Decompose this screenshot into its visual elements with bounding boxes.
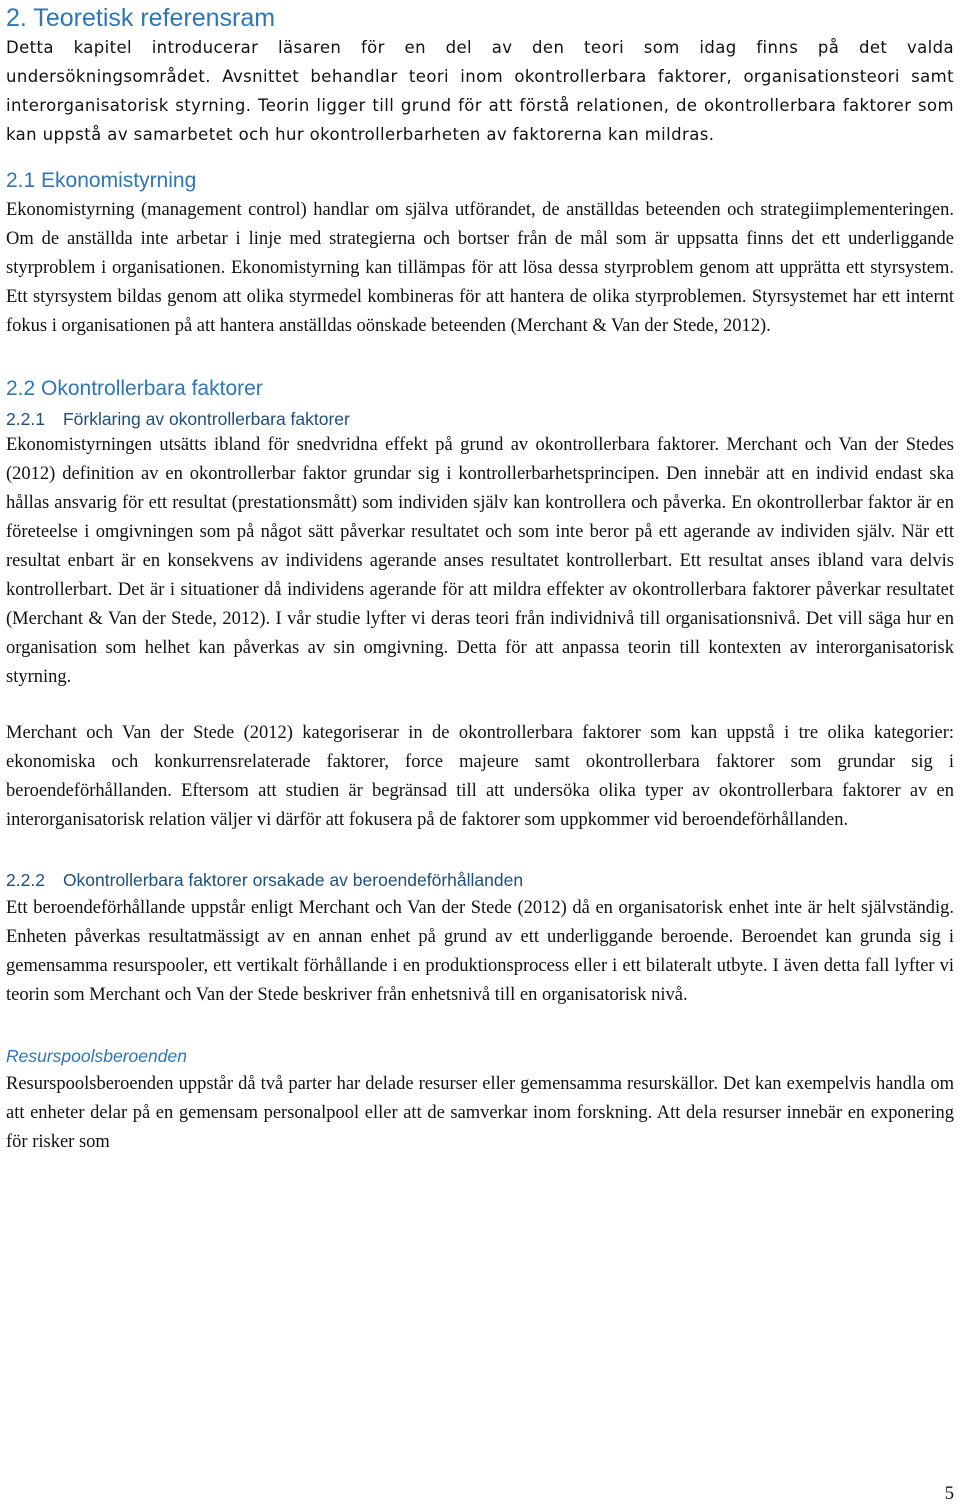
section-2-2-1-paragraph-2: Merchant och Van der Stede (2012) kategoriserar in de okontrollerbara faktorer som kan uppstå i tre olika kategorier: ekonomiska och konkurrensrelaterade faktorer, force majeure samt okontrollerbara faktorer som grundar sig i beroendeförhållanden. Eftersom att studien är begränsad till att undersöka olika typer av okontrollerbara faktorer av en interorganisatorisk relation väljer vi därför att fokusera på de faktorer som uppkommer vid beroendeförhållanden. [6, 723, 954, 830]
resurspool-heading: Resurspoolsberoenden [6, 1046, 187, 1066]
section-2-1-paragraph: Ekonomistyrning (management control) handlar om själva utförandet, de anställdas beteenden och strategiimplementeringen. Om de anställda inte arbetar i linje med strategierna och bortser från de mål som är uppsatta finns det ett underliggande styrproblem i organisationen. Ekonomistyrning kan tillämpas för att lösa dessa styrproblem genom att upprätta ett styrsystem. Ett styrsystem bildas genom att olika styrmedel kombineras för att hantera de olika styrproblemen. Styrsystemet har ett internt fokus i organisationen på att hantera anställdas oönskade beteenden (Merchant & Van der Stede, 2012). [6, 200, 954, 336]
section-2-2-heading: 2.2 Okontrollerbara faktorer [6, 377, 263, 400]
section-2-2-2-title: Okontrollerbara faktorer orsakade av beroendeförhållanden [62, 870, 524, 890]
chapter-heading [6, 3, 954, 33]
section-2-2-1-number: 2.2.1 [6, 409, 45, 429]
resurspool-paragraph: Resurspoolsberoenden uppstår då två parter har delade resurser eller gemensamma resurskällor. Det kan exempelvis handla om att enheter delar på en gemensam personalpool eller att de samverkar inom forskning. Att dela resurser innebär en exponering för risker som [6, 1074, 954, 1152]
section-2-2-1-paragraph-1: Ekonomistyrningen utsätts ibland för snedvridna effekt på grund av okontrollerbara faktorer. Merchant och Van der Stedes (2012) definition av en okontrollerbar faktor grundar sig i kontrollerbarhetsprincipen. Den innebär att en individ endast ska hållas ansvarig för ett resultat (prestationsmått) som individen själv kan kontrollera och påverka. En okontrollerbar faktor är en företeelse i omgivningen som på något sätt påverkar resultatet och som inte beror på ett agerande av individen själv. När ett resultat enbart är en konsekvens av individens agerande anses resultatet kontrollerbart. Ett resultat anses ibland vara delvis kontrollerbart. Det är i situationer då individens agerande för att mildra effekter av okontrollerbara faktorer påverkar resultatet (Merchant & Van der Stede, 2012). I vår studie lyfter vi deras teori från individnivå till organisationsnivå. Det vill säga hur en organisation som helhet kan påverkas av sin omgivning. Detta för att anpassa teorin till kontexten av interorganisatorisk styrning. [6, 435, 954, 687]
chapter-intro: Detta kapitel introducerar läsaren för en del av den teori som idag finns på det valda undersökningsområdet. Avsnittet behandlar teori inom okontrollerbara faktorer, organisationsteori samt interorganisatorisk styrning. Teorin ligger till grund för att förstå relationen, de okontrollerbara faktorer som kan uppstå av samarbetet och hur okontrollerbarheten av faktorerna kan mildras. [6, 38, 954, 144]
section-2-2-2-heading [6, 868, 954, 892]
chapter-title: Teoretisk referensram [33, 4, 276, 32]
document-page [6, 0, 954, 1157]
section-2-2-2-paragraph: Ett beroendeförhållande uppstår enligt Merchant och Van der Stede (2012) då en organisatorisk enhet inte är helt självständig. Enheten påverkas resultatmässigt av en annan enhet på grund av ett underliggande beroende. Beroendet kan grunda sig i gemensamma resurspooler, ett vertikalt förhållande i en produktionsprocess eller i ett bilateralt utbyte. I även detta fall lyfter vi teorin som Merchant och Van der Stede beskriver från enhetsnivå till en organisatorisk nivå. [6, 898, 954, 1005]
chapter-number: 2. [6, 4, 27, 32]
section-2-1-heading: 2.1 Ekonomistyrning [6, 169, 197, 192]
page-number: 5 [944, 1484, 954, 1504]
section-2-2-1-title: Förklaring av okontrollerbara faktorer [62, 409, 350, 429]
section-2-2-1-heading [6, 407, 954, 431]
section-2-2-2-number: 2.2.2 [6, 870, 45, 890]
